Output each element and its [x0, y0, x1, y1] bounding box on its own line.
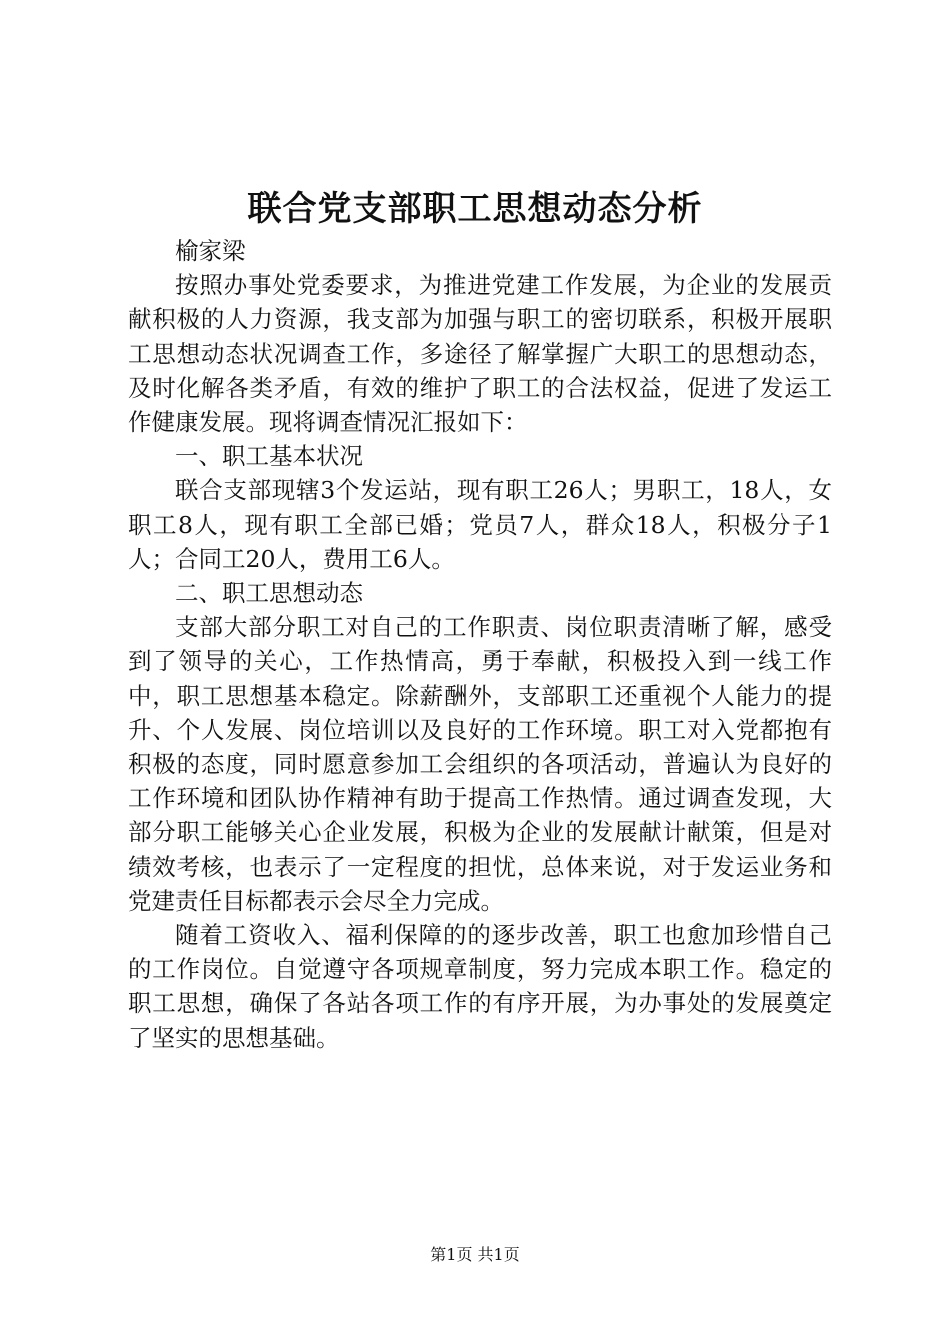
- author-line: 榆家梁: [175, 237, 246, 265]
- paragraph-intro: 按照办事处党委要求，为推进党建工作发展，为企业的发展贡献积极的人力资源，我支部为加强与职工的密切联系，积极开展职工思想动态状况调查工作，多途径了解掌握广大职工的思想动态，及时化解各类矛盾，有效的维护了职工的合法权益，促进了发运工作健康发展。现将调查情况汇报如下：: [128, 271, 832, 437]
- page-number-footer: 第1页 共1页: [430, 1245, 520, 1264]
- section-heading-thought-dynamics: 二、职工思想动态: [175, 579, 363, 608]
- document-body: [128, 234, 832, 1055]
- paragraph-basic-status: 联合支部现辖3个发运站，现有职工26人；男职工，18人，女职工8人，现有职工全部已婚；党员7人，群众18人，积极分子1人；合同工20人，费用工6人。: [128, 476, 832, 573]
- paragraph-thought-dynamics: 支部大部分职工对自己的工作职责、岗位职责清晰了解，感受到了领导的关心，工作热情高，勇于奉献，积极投入到一线工作中，职工思想基本稳定。除薪酬外，支部职工还重视个人能力的提升、个人发展、岗位培训以及良好的工作环境。职工对入党都抱有积极的态度，同时愿意参加工会组织的各项活动，普遍认为良好的工作环境和团队协作精神有助于提高工作热情。通过调查发现，大部分职工能够关心企业发展，积极为企业的发展献计献策，但是对绩效考核，也表示了一定程度的担忧，总体来说，对于发运业务和党建责任目标都表示会尽全力完成。: [128, 613, 832, 915]
- document-title: 联合党支部职工思想动态分析: [247, 189, 703, 229]
- paragraph-conclusion: 随着工资收入、福利保障的的逐步改善，职工也愈加珍惜自己的工作岗位。自觉遵守各项规章制度，努力完成本职工作。稳定的职工思想，确保了各站各项工作的有序开展，为办事处的发展奠定了坚实的思想基础。: [128, 921, 832, 1052]
- section-heading-basic-status: 一、职工基本状况: [175, 442, 363, 471]
